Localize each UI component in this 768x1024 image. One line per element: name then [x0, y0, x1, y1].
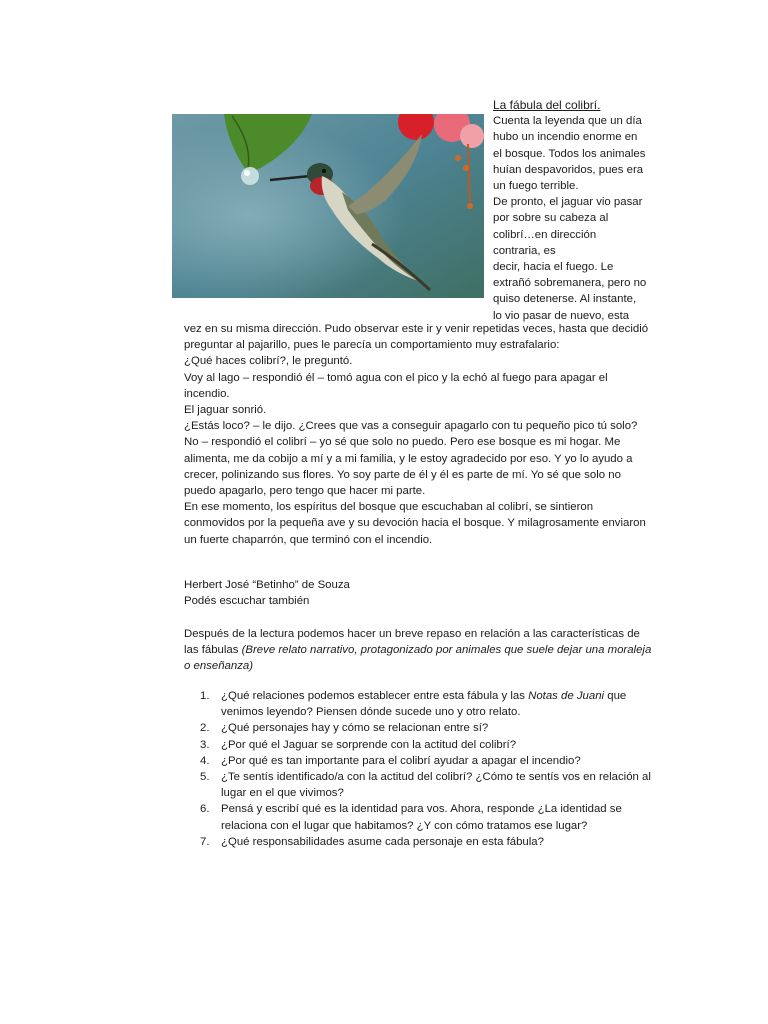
fable-intro-column: [493, 97, 653, 324]
intro-line: un fuego terrible.: [493, 180, 579, 193]
fable-story: [184, 321, 654, 548]
story-line: vez en su misma dirección. Pudo observar este ir y venir repetidas veces, hasta que decidió: [184, 323, 649, 335]
question-number: 2.: [200, 722, 210, 735]
author-name: Herbert José “Betinho” de Souza: [184, 579, 350, 591]
question-number: 7.: [200, 835, 210, 848]
intro-line: por sobre su cabeza al: [493, 212, 609, 225]
fable-definition-end: o enseñanza): [184, 660, 254, 673]
story-line: preguntar al pajarillo, pues le parecía un comportamiento muy estrafalario:: [184, 339, 560, 352]
intro-line: quiso detenerse. Al instante,: [493, 293, 637, 306]
story-line: alimenta, me da cobijo a mí y a mi familia, y le estoy agradecido por eso. Y yo lo ayudo a: [184, 452, 633, 465]
question-item: [200, 720, 660, 736]
after-line: [184, 642, 654, 658]
question-line: lugar en el que vivimos?: [221, 787, 344, 800]
story-line: ¿Qué haces colibrí?, le preguntó.: [184, 355, 353, 368]
intro-line: decir, hacia el fuego. Le: [493, 261, 614, 274]
story-line: El jaguar sonrió.: [184, 404, 267, 417]
story-line: crecer, polinizando sus flores. Yo soy parte de él y él es parte de mí. Yo sé que solo no: [184, 468, 621, 481]
question-line: [221, 688, 660, 704]
question-line: ¿Por qué el Jaguar se sorprende con la actitud del colibrí?: [221, 738, 517, 751]
intro-line: huían despavoridos, pues era: [493, 163, 644, 176]
intro-line: lo vio pasar de nuevo, esta: [493, 309, 630, 322]
question-line: ¿Qué personajes hay y cómo se relacionan entre sí?: [221, 722, 489, 735]
question-line: ¿Te sentís identificado/a con la actitud del colibrí? ¿Cómo te sentís vos en relación al: [221, 771, 651, 784]
question-line: relaciona con el lugar que habitamos? ¿Y con cómo tratamos ese lugar?: [221, 819, 588, 832]
story-line: ¿Estás loco? – le dijo. ¿Crees que vas a conseguir apagarlo con tu pequeño pico tú solo?: [184, 420, 638, 433]
questions-list: [200, 688, 660, 850]
hummingbird-image: [172, 114, 484, 298]
question-line: ¿Qué responsabilidades asume cada personaje en esta fábula?: [221, 835, 544, 848]
author-block: [184, 577, 654, 609]
story-line: incendio.: [184, 387, 230, 400]
intro-line: De pronto, el jaguar vio pasar: [493, 196, 643, 209]
intro-line: Cuenta la leyenda que un día: [493, 115, 642, 128]
hummingbird-illustration: [172, 114, 484, 298]
story-line: conmovidos por la pequeña ave y su devoción hacia el bosque. Y milagrosamente enviaron: [184, 517, 646, 530]
question-italic-title: Notas de Juani: [528, 690, 605, 702]
after-line-text: las fábulas: [184, 644, 242, 657]
intro-line: extrañó sobremanera, pero no: [493, 277, 647, 290]
fable-definition: (Breve relato narrativo, protagonizado por animales que suele dejar una moraleja: [241, 644, 652, 657]
question-item: [200, 753, 660, 769]
story-line: No – respondió el colibrí – yo sé que solo no puedo. Pero ese bosque es mi hogar. Me: [184, 436, 621, 449]
question-number: 5.: [200, 771, 210, 784]
question-text: ¿Qué relaciones podemos establecer entre esta fábula y las: [221, 690, 529, 702]
after-reading-paragraph: [184, 626, 654, 675]
intro-line: contraria, es: [493, 244, 556, 257]
listen-also-text: Podés escuchar también: [184, 595, 310, 608]
question-number: 3.: [200, 738, 210, 751]
intro-line: el bosque. Todos los animales: [493, 147, 646, 160]
question-number: 4.: [200, 754, 210, 767]
question-number: 6.: [200, 803, 210, 816]
question-line: Pensá y escribí qué es la identidad para vos. Ahora, responde ¿La identidad se: [221, 803, 622, 816]
intro-line: colibrí…en dirección: [493, 228, 597, 241]
question-item: [200, 688, 660, 720]
question-item: [200, 801, 660, 833]
question-item: [200, 769, 660, 801]
question-number: 1.: [200, 690, 210, 702]
question-text: que: [604, 690, 627, 702]
question-item: [200, 834, 660, 850]
question-item: [200, 737, 660, 753]
intro-line: hubo un incendio enorme en: [493, 131, 638, 144]
fable-title: La fábula del colibrí.: [493, 98, 601, 112]
story-line: En ese momento, los espíritus del bosque que escuchaban al colibrí, se sintieron: [184, 501, 594, 514]
story-line: Voy al lago – respondió él – tomó agua con el pico y la echó al fuego para apagar el: [184, 371, 608, 384]
question-line: venimos leyendo? Piensen dónde sucede uno y otro relato.: [221, 706, 521, 719]
after-line: Después de la lectura podemos hacer un breve repaso en relación a las características de: [184, 628, 640, 640]
story-line: un fuerte chaparrón, que terminó con el incendio.: [184, 533, 433, 546]
story-line: puedo apagarlo, pero tengo que hacer mi parte.: [184, 485, 426, 498]
question-line: ¿Por qué es tan importante para el colibrí ayudar a apagar el incendio?: [221, 754, 581, 767]
